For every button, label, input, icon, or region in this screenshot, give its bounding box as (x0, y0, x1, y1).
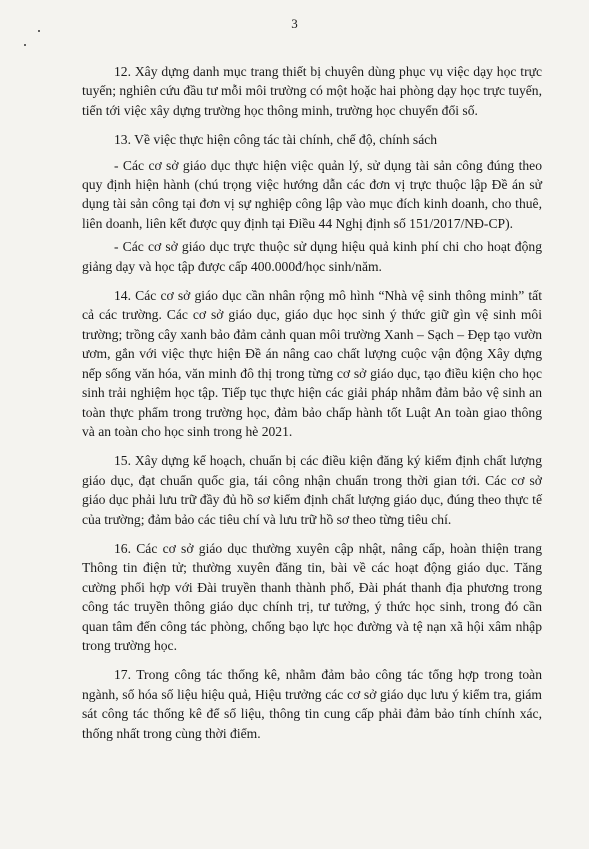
paragraph-12: 12. Xây dựng danh mục trang thiết bị chuyên dùng phục vụ việc dạy học trực tuyến; nghiên cứu đầu tư mỗi môi trường có một hoặc hai phòng dạy học trực tuyến, tiến tới việc xây dựng trường học thông minh, trường học chuyển đổi số. (82, 64, 542, 118)
paragraph-13-item-1: - Các cơ sở giáo dục thực hiện việc quản lý, sử dụng tài sản công đúng theo quy định hiện hành (chú trọng việc hướng dẫn các đơn vị trực thuộc lập Đề án sử dụng tài sản công tại đơn vị sự nghiệp công lập vào mục đích kinh doanh, cho thuê, liên doanh, liên kết được quy định tại Điều 44 Nghị định số 151/2017/NĐ-CP). (82, 157, 542, 231)
paragraph-13-item-2: - Các cơ sở giáo dục trực thuộc sử dụng hiệu quả kinh phí chi cho hoạt động giảng dạy và học tập được cấp 400.000đ/học sinh/năm. (82, 239, 542, 274)
paragraph-13-heading: 13. Về việc thực hiện công tác tài chính, chế độ, chính sách (114, 132, 438, 148)
scan-speck (24, 44, 26, 46)
scan-speck (38, 30, 40, 32)
paragraph-16: 16. Các cơ sở giáo dục thường xuyên cập nhật, nâng cấp, hoàn thiện trang Thông tin điện tử; thường xuyên đăng tin, bài về các hoạt động giáo dục. Tăng cường phối hợp với Đài truyền thanh thành phố, Đài phát thanh địa phương trong công tác truyền thông giáo dục chính trị, tư tưởng, ý thức học sinh, trong đó cần quan tâm đến công tác phòng, chống bạo lực học đường và tệ nạn xã hội xâm nhập trong trường học. (82, 540, 542, 653)
paragraph-14: 14. Các cơ sở giáo dục cần nhân rộng mô hình “Nhà vệ sinh thông minh” tất cả các trường. Các cơ sở giáo dục, giáo dục học sinh ý thức giữ gìn vệ sinh môi trường; trồng cây xanh bảo đảm cảnh quan môi trường Xanh – Sạch – Đẹp tạo vườn ươm, gắn với việc thực hiện Đề án nâng cao chất lượng cuộc vận động Xây dựng nếp sống văn hóa, văn minh đô thị trong từng cơ sở giáo dục, tạo điều kiện cho học sinh trải nghiệm học tập. Tiếp tục thực hiện các giải pháp nhằm đảm bảo vệ sinh an toàn thực phẩm trong trường học, đảm bảo chấp hành tốt Luật An toàn giao thông và an toàn cho học sinh trong hè 2021. (82, 288, 542, 439)
paragraph-15: 15. Xây dựng kế hoạch, chuẩn bị các điều kiện đăng ký kiểm định chất lượng giáo dục, đạt chuẩn quốc gia, tái công nhận chuẩn trong thời gian tới. Các cơ sở giáo dục phải lưu trữ đầy đủ hồ sơ kiểm định chất lượng giáo dục, đúng theo thực tế của trường; đảm bảo các tiêu chí và lưu trữ hồ sơ theo từng tiêu chí. (82, 453, 542, 527)
document-body (82, 62, 542, 753)
page-number: 3 (291, 16, 298, 31)
paragraph-17: 17. Trong công tác thống kê, nhằm đảm bảo công tác tổng hợp trong toàn ngành, số hóa số liệu hiệu quả, Hiệu trưởng các cơ sở giáo dục lưu ý kiểm tra, giám sát công tác thống kê để số liệu, thông tin cung cấp phải đảm bảo tính chính xác, thống nhất trong cùng thời điểm. (82, 667, 542, 741)
